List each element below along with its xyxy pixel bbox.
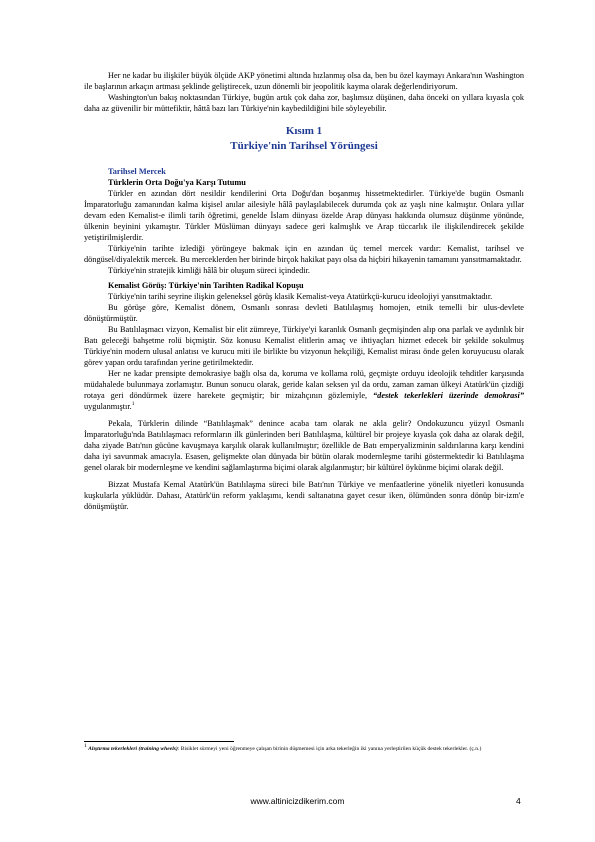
paragraph-pekala: Pekala, Türklerin dilinde “Batılılaşmak” denince acaba tam olarak ne akla gelir? Ondokuzuncu yüzyıl Osmanlı İmparatorluğu'nda Batılılaşmacı reformların ilk günlerinden beri Batılılaşma, kültürel bir projeye kıyasla çok daha az olarak değil, daha ziyade Batı'nın gücüne kavuşmaya karşılık olarak kullanılmıştır; özellikle de Batı emperyalizminin saldırılarına karşı kendini daha iyi savunmak amacıyla. Esasen, gelişmekte olan dünyada bir bütün olarak modernleşme tarihi göstermektedir ki Batılılaşma genel olarak bir modernleşme ve kendini sağlamlaştırma biçimi olarak algılanmıştır; bir kültürel öykünme biçimi olarak değil. <box>84 419 524 472</box>
intro-paragraph-2: Washington'un bakış noktasından Türkiye, bugün artık çok daha zor, başlımsız düşünen, daha önceki on yıllara kıyasla çok daha az güvenilir bir müttefiktir, hâttâ bazı ları Türkiye'nin kaybedildiğini bile söyleyebilir. <box>84 93 524 113</box>
footnote-divider <box>84 741 234 742</box>
section-title: Türkiye'nin Tarihsel Yörüngesi <box>230 140 378 152</box>
heading-kemalist: Kemalist Görüş: Türkiye'nin Tarihten Radikal Kopuşu <box>108 281 304 290</box>
footnote <box>84 745 524 753</box>
paragraph-vizyon: Bu Batılılaşmacı vizyon, Kemalist bir elit zümreye, Türkiye'yi karanlık Osmanlı geçmişinden alıp ona parlak ve aydınlık bir Batı geleceği bahşetme rolü biçmiştir. Söz konusu Kemalist elitlerin amaç ve ihtiyaçları hizmet edecek bir şekilde sokulmuş Türkiye'nin modern ulusal anlatısı ve kurucu miti ile birlikte bu vizyonun hekçiliği, Kemalist mirası önde gelen koruyucusu olarak görev yapan ordu tarafından yerine getirilmektedir. <box>84 325 524 367</box>
section-number: Kısım 1 <box>285 125 323 137</box>
paragraph-seyir: Türkiye'nin tarihi seyrine ilişkin geleneksel görüş klasik Kemalist-veya Atatürkçü-kurucu ideolojiyi yansıtmaktadır. <box>108 292 493 301</box>
subsection-heading: Tarihsel Mercek <box>108 167 166 176</box>
paragraph-mercek: Türkiye'nin tarihte izlediği yörüngeye bakmak için en azından üç temel mercek vardır: Kemalist, tarihsel ve döngüsel/diyalektik mercek. Bu merceklerden her birinde birçok hakikat payı olsa da hiçbiri hikayenin tamamını yansıtmamaktadır. <box>84 244 524 264</box>
intro-paragraph-1: Her ne kadar bu ilişkiler büyük ölçüde AKP yönetimi altında hızlanmış olsa da, ben bu özel kaymayı Ankara'nın Washington ile başlarının arkaçın artması şeklinde geliştirecek, uzun dönemli bir jeopolitik kayma olarak değerlendiriyorum. <box>84 71 524 91</box>
footnote-text: : Bisiklet sürmeyi yeni öğrenmeye çalışan birinin düşmemesi için arka tekerleğin iki yanına yerleştirilen küçük destek tekerlekler. (ç.n.) <box>177 746 482 752</box>
footnote-number: 1 <box>84 743 87 750</box>
paragraph-ordu-tail: uygulanmıştır. <box>84 402 132 411</box>
paragraph-ataturk: Bizzat Mustafa Kemal Atatürk'ün Batılılaşma süreci bile Batı'nın Türkiye ve menfaatlerine yönelik niyetleri konusunda kuşkularla yüklüdür. Dahası, Atatürk'ün reform yaklaşımı, kendi saltanatına gayet cesur iken, ölümünden sonra dönüp bir-izm'e dönüşmüştür. <box>84 480 524 511</box>
page-body <box>84 70 524 512</box>
footer-url[interactable]: www.altinicizdikerim.com <box>250 796 345 806</box>
heading-orta-dogu: Türklerin Orta Doğu'ya Karşı Tutumu <box>108 178 246 187</box>
italic-phrase: “destek tekerlekleri üzerinde demokrasi” <box>373 391 524 400</box>
paragraph-kimlik: Türkiye'nin stratejik kimliği hâlâ bir oluşum süreci içindedir. <box>108 266 310 275</box>
footnote-reference[interactable]: 1 <box>131 401 135 408</box>
paragraph-ordu <box>84 368 524 412</box>
paragraph-donem: Bu görüşe göre, Kemalist dönem, Osmanlı sonrası devleti Batılılaşmış homojen, etnik temelli bir ulus-devlete dönüştürmüştür. <box>84 303 524 323</box>
footnote-term: Alıştırma tekerlekleri (training wheels) <box>88 746 178 752</box>
paragraph-ordu-text: Her ne kadar prensipte demokrasiye bağlı olsa da, koruma ve kollama rolü, geçmişte orduyu ideolojik tehditler karşısında müdahalede bulunmaya zorlamıştır. Bunun sonucu olarak, geride kalan seksen yıl da ordu, zaman zaman ülkeyi Atatürk'ün çizdiği rotaya geri döndürmek üzere harekete geçmiştir; bir mizahçının gözlemiyle, <box>84 369 524 400</box>
paragraph-turkler: Türkler en azından dört nesildir kendilerini Orta Doğu'dan boşanmış hissetmektedirler. Türkiye'de bugün Osmanlı İmparatorluğu zamanından kalma kişisel anılar ailesiyle hâlâ paylaşılabilecek durumda çok az yaşlı nine kalmıştır. Onlara yıllar devam eden Kemalist-e ilimli tarih öğretimi, genelde İslam dünyası özelde Arap dünyası hakkında olumsuz düşünme yönünde, ülkenin beyinini yıkamıştır. Türkler Müslüman dünyayı sadece geri kalmışlık ve Arap tüccarlık ile ilişkilendirecek şekilde yetiştirilmişlerdir. <box>84 189 524 242</box>
page-number: 4 <box>516 796 521 806</box>
